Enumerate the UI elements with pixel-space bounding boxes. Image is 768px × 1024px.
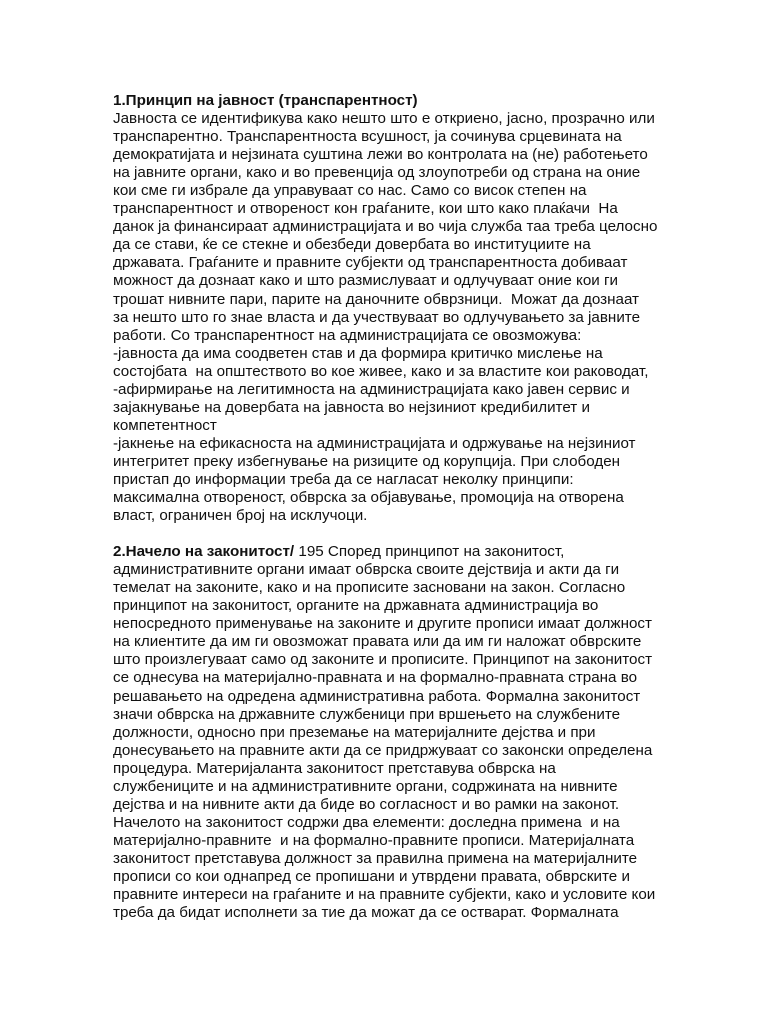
text-line: темелат на законите, како и на прописите засновани на закон. Согласно (113, 579, 626, 597)
text-line: на клиентите да им ги овозможат правата или да им ги наложат обврските (113, 633, 642, 651)
text-line: интегритет преку избегнување на ризиците од корупција. При слободен (113, 452, 621, 470)
text-line: демократијата и нејзината суштина лежи во контролата на (не) работењето (113, 146, 648, 164)
text-line: должности, односно при преземање на материјалните дејства и при (113, 723, 596, 741)
text-line: треба да бидат исполнети за тие да можат да се остварат. Формалната (113, 904, 619, 922)
text-line: Начелото на законитост содржи два елементи: доследна примена и на (113, 813, 620, 831)
text-line: трошат нивните пари, парите на даночните обврзници. Можат да дознаат (113, 290, 640, 308)
text-line: -јакнење на ефикасноста на администрацијата и одржување на нејзиниот (113, 434, 636, 452)
text-line: компетентност (113, 416, 217, 434)
text-line: непосредното применување на законите и другите прописи имаат должност (113, 615, 652, 633)
text-line: правните интереси на граѓаните и на правните субјекти, како и условите кои (113, 886, 656, 904)
text-line: прописи со кои однапред се пропишани и утврдени правата, обврските и (113, 867, 630, 885)
paragraph-gap (113, 525, 673, 543)
text-line: донесувањето на правните акти да се придржуваат со законски определена (113, 741, 653, 759)
text-line: што произлегуваат само од законите и прописите. Принципот на законитост (113, 651, 653, 669)
text-line: зајакнување на довербата на јавноста во нејзиниот кредибилитет и (113, 398, 590, 416)
text-line: максимална отвореност, обврска за објавување, промоција на отворена (113, 489, 624, 507)
document-page (113, 92, 673, 922)
heading-continuation: 195 Според принципот на законитост, (294, 543, 565, 561)
text-line: кои сме ги избрале да управуваат со нас. Само со висок степен на (113, 182, 587, 200)
text-line: транспарентност и отвореност кон граѓаните, кои што како плаќачи На (113, 200, 618, 218)
section-heading: 1.Принцип на јавност (транспарентност) (113, 92, 418, 109)
text-line: процедура. Материјаланта законитост претставува обврска на (113, 759, 556, 777)
section-heading-line (113, 543, 673, 561)
text-line: за нешто што го знае власта и да учествуваат во одлучувањето за јавните (113, 308, 641, 326)
text-line: данок ја финансираат администрацијата и во чија служба таа треба целосно (113, 218, 658, 236)
text-line: -афирмирање на легитимноста на администрацијата како јавен сервис и (113, 380, 630, 398)
section-heading: 2.Начело на законитост/ (113, 543, 295, 561)
text-line: принципот на законитост, органите на државната администрација во (113, 597, 599, 615)
section-1 (113, 92, 673, 525)
text-line: да се стави, ќе се стекне и обезбеди довербата во институциите на (113, 236, 591, 254)
section-2 (113, 543, 673, 922)
text-line: пристап до информации треба да се нагласат неколку принципи: (113, 470, 574, 488)
text-line: -јавноста да има соодветен став и да формира критичко мислење на (113, 344, 603, 362)
text-line: власт, ограничен број на исклучоци. (113, 507, 368, 525)
text-line: службениците и на административните органи, содржината на нивните (113, 777, 618, 795)
text-line: Јавноста се идентификува како нешто што е откриено, јасно, прозрачно или (113, 110, 655, 128)
text-line: административните органи имаат обврска своите дејствија и акти да ги (113, 561, 620, 579)
text-line: на јавните органи, како и во превенција од злоупотреби од страна на оние (113, 164, 641, 182)
text-line: состојбата на општеството во кое живее, како и за властите кои раководат, (113, 362, 649, 380)
text-line: значи обврска на државните службеници при вршењето на службените (113, 705, 621, 723)
text-line: државата. Граѓаните и правните субјекти од транспарентноста добиваат (113, 254, 628, 272)
text-line: законитост претставува должност за правилна примена на материјалните (113, 849, 638, 867)
section-body (113, 561, 673, 922)
text-line: се однесува на материјално-правната и на формално-правната страна во (113, 669, 638, 687)
text-line: можност да дознаат како и што размислуваат и одлучуваат оние кои ги (113, 272, 619, 290)
text-line: работи. Со транспарентност на администрацијата се овозможува: (113, 326, 582, 344)
text-line: материјално-правните и на формално-правните прописи. Материјалната (113, 831, 635, 849)
section-body (113, 110, 673, 525)
text-line: решавањето на одредена административна работа. Формална законитост (113, 687, 641, 705)
text-line: дејства и на нивните акти да биде во согласност и во рамки на законот. (113, 795, 620, 813)
text-line: транспарентно. Транспарентноста всушност, ја сочинува срцевината на (113, 128, 622, 146)
